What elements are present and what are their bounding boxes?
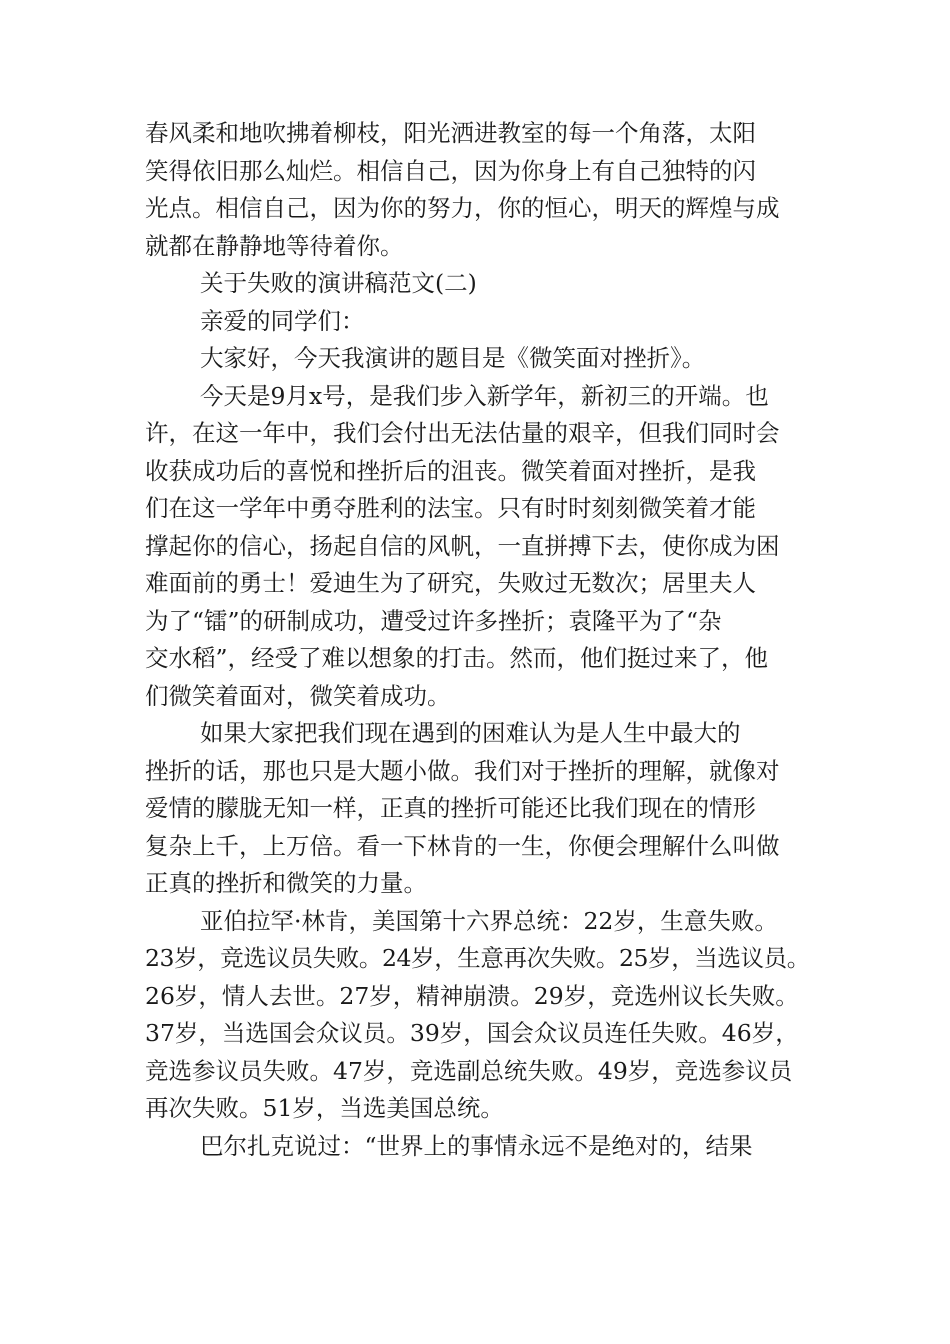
text-line: 许，在这一年中，我们会付出无法估量的艰辛，但我们同时会 — [145, 419, 780, 447]
text-line: 复杂上千，上万倍。看一下林肯的一生，你便会理解什么叫做 — [145, 831, 780, 860]
text-line: 23岁，竞选议员失败。24岁，生意再次失败。25岁，当选议员。 — [145, 944, 810, 972]
text-line: 为了“镭”的研制成功，遭受过许多挫折；袁隆平为了“杂 — [145, 606, 722, 635]
text-line: 今天是9月x号，是我们步入新学年，新初三的开端。也 — [200, 381, 769, 410]
text-line: 亚伯拉罕·林肯，美国第十六界总统：22岁，生意失败。 — [200, 906, 778, 935]
text-line: 难面前的勇士！爱迪生为了研究，失败过无数次；居里夫人 — [145, 569, 756, 597]
text-line: 26岁，情人去世。27岁，精神崩溃。29岁，竞选州议长失败。 — [145, 981, 799, 1010]
text-line: 撑起你的信心，扬起自信的风帆，一直拼搏下去，使你成为困 — [145, 531, 780, 560]
text-line: 如果大家把我们现在遇到的困难认为是人生中最大的 — [200, 719, 741, 747]
text-line: 正真的挫折和微笑的力量。 — [145, 869, 427, 897]
text-line: 春风柔和地吹拂着柳枝，阳光洒进教室的每一个角落，太阳 — [145, 119, 756, 147]
text-line: 们微笑着面对，微笑着成功。 — [145, 681, 451, 710]
text-line: 就都在静静地等待着你。 — [145, 231, 404, 260]
text-line: 交水稻”，经受了难以想象的打击。然而，他们挺过来了，他 — [145, 644, 769, 672]
text-line: 大家好，今天我演讲的题目是《微笑面对挫折》。 — [200, 344, 706, 372]
text-line: 竞选参议员失败。47岁，竞选副总统失败。49岁，竞选参议员 — [145, 1056, 793, 1085]
text-line: 爱情的朦胧无知一样，正真的挫折可能还比我们现在的情形 — [145, 794, 756, 822]
text-line: 光点。相信自己，因为你的努力，你的恒心，明天的辉煌与成 — [145, 194, 780, 222]
text-line: 挫折的话，那也只是大题小做。我们对于挫折的理解，就像对 — [145, 756, 780, 785]
text-line: 收获成功后的喜悦和挫折后的沮丧。微笑着面对挫折，是我 — [145, 456, 756, 485]
text-line: 亲爱的同学们： — [200, 306, 365, 335]
text-line: 关于失败的演讲稿范文(二) — [200, 269, 477, 297]
text-line: 再次失败。51岁，当选美国总统。 — [145, 1094, 504, 1122]
text-line: 巴尔扎克说过：“世界上的事情永远不是绝对的，结果 — [200, 1131, 753, 1160]
document-body — [145, 115, 810, 1165]
text-line: 们在这一学年中勇夺胜利的法宝。只有时时刻刻微笑着才能 — [145, 494, 756, 522]
text-line: 37岁，当选国会众议员。39岁，国会众议员连任失败。46岁， — [145, 1019, 799, 1047]
text-line: 笑得依旧那么灿烂。相信自己，因为你身上有自己独特的闪 — [145, 156, 756, 185]
